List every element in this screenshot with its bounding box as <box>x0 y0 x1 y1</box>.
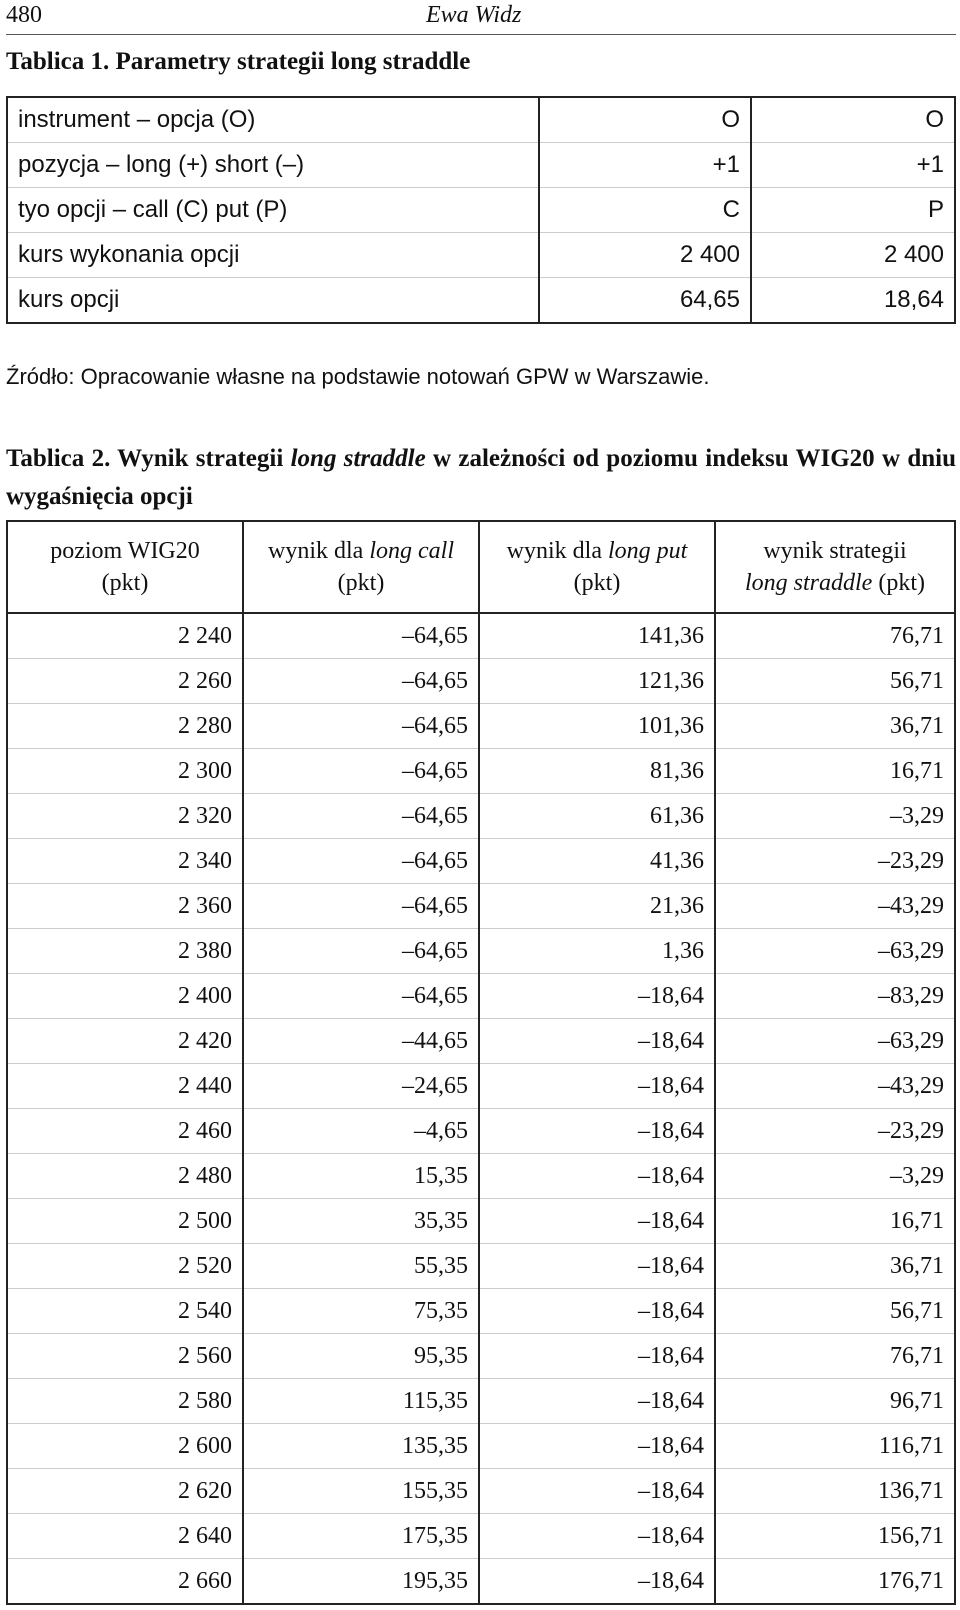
table1-row <box>7 278 955 324</box>
table2-cell-long-call: –64,65 <box>243 749 479 794</box>
table2-cell-long-call: –24,65 <box>243 1064 479 1109</box>
table2-cell-straddle: –43,29 <box>715 884 955 929</box>
header-col4-line1: wynik strategii <box>763 538 907 564</box>
table2-cell-wig20-level: 2 240 <box>7 613 243 659</box>
table2-cell-straddle: 36,71 <box>715 1244 955 1289</box>
table2-cell-long-put: 81,36 <box>479 749 715 794</box>
table2-cell-wig20-level: 2 420 <box>7 1019 243 1064</box>
header-col3-line2: (pkt) <box>573 570 621 596</box>
table1-cell-v1: 2 400 <box>539 233 751 278</box>
table2-cell-wig20-level: 2 660 <box>7 1559 243 1605</box>
table2-row <box>7 749 955 794</box>
table2-header-row <box>7 521 955 613</box>
header-col4-italic: long straddle <box>745 570 873 596</box>
table2-cell-wig20-level: 2 640 <box>7 1514 243 1559</box>
table2-cell-long-put: –18,64 <box>479 1334 715 1379</box>
page-number: 480 <box>6 2 42 28</box>
table2-row <box>7 1109 955 1154</box>
table2-cell-long-put: 121,36 <box>479 659 715 704</box>
table2-cell-long-call: 155,35 <box>243 1469 479 1514</box>
header-long-put-result <box>479 521 715 613</box>
table2-cell-long-put: –18,64 <box>479 1199 715 1244</box>
table1-cell-v1: +1 <box>539 143 751 188</box>
table1-caption: Tablica 1. Parametry strategii long straddle <box>6 48 471 75</box>
table2-row <box>7 1379 955 1424</box>
table2-cell-straddle: –3,29 <box>715 1154 955 1199</box>
header-straddle-result <box>715 521 955 613</box>
table2-cell-long-call: –64,65 <box>243 613 479 659</box>
table2-cell-wig20-level: 2 400 <box>7 974 243 1019</box>
table1-cell-v1: O <box>539 97 751 143</box>
table1-cell-v2: P <box>751 188 955 233</box>
table2-cell-straddle: 56,71 <box>715 659 955 704</box>
table2-cell-long-call: –44,65 <box>243 1019 479 1064</box>
table1-row <box>7 97 955 143</box>
header-col2-pre: wynik dla <box>268 538 370 564</box>
table2-cell-long-call: 115,35 <box>243 1379 479 1424</box>
table2-cell-straddle: 16,71 <box>715 749 955 794</box>
table2-cell-long-put: –18,64 <box>479 1289 715 1334</box>
table2-cell-long-call: –64,65 <box>243 974 479 1019</box>
table2-cell-long-put: 1,36 <box>479 929 715 974</box>
table2-cell-straddle: 36,71 <box>715 704 955 749</box>
author-name: Ewa Widz <box>426 2 522 28</box>
table2-cell-long-call: –64,65 <box>243 704 479 749</box>
table2-row <box>7 794 955 839</box>
table2-cell-wig20-level: 2 520 <box>7 1244 243 1289</box>
table2-row <box>7 974 955 1019</box>
header-col3-pre: wynik dla <box>506 538 608 564</box>
table2-cell-straddle: –63,29 <box>715 1019 955 1064</box>
table2-cell-wig20-level: 2 620 <box>7 1469 243 1514</box>
table2-row <box>7 704 955 749</box>
table2-cell-wig20-level: 2 440 <box>7 1064 243 1109</box>
table1-cell-v2: O <box>751 97 955 143</box>
table2-row <box>7 839 955 884</box>
table2-cell-straddle: 156,71 <box>715 1514 955 1559</box>
table2-cell-long-put: –18,64 <box>479 1154 715 1199</box>
table2-caption-prefix: Tablica 2. Wynik strategii <box>6 445 291 472</box>
table2-row <box>7 1469 955 1514</box>
table2-cell-wig20-level: 2 280 <box>7 704 243 749</box>
table2-cell-wig20-level: 2 340 <box>7 839 243 884</box>
table2-cell-wig20-level: 2 260 <box>7 659 243 704</box>
header-col4-post: (pkt) <box>872 570 925 596</box>
table2-cell-long-call: –64,65 <box>243 839 479 884</box>
table2-cell-long-call: –64,65 <box>243 929 479 974</box>
table2-cell-straddle: 56,71 <box>715 1289 955 1334</box>
table2-cell-long-call: 35,35 <box>243 1199 479 1244</box>
table2-cell-long-call: –64,65 <box>243 659 479 704</box>
table2-cell-long-put: 101,36 <box>479 704 715 749</box>
header-col2-line2: (pkt) <box>337 570 385 596</box>
table2-cell-long-put: –18,64 <box>479 1379 715 1424</box>
header-long-call-result <box>243 521 479 613</box>
table2-cell-long-put: 41,36 <box>479 839 715 884</box>
header-col3-italic: long put <box>607 538 688 564</box>
table2-row <box>7 1199 955 1244</box>
table2-caption-italic: long straddle <box>290 445 426 472</box>
table2-cell-long-call: –64,65 <box>243 794 479 839</box>
table2-cell-long-put: –18,64 <box>479 1019 715 1064</box>
table2-cell-straddle: 76,71 <box>715 1334 955 1379</box>
table1-cell-label: kurs opcji <box>7 278 539 324</box>
table2-cell-wig20-level: 2 460 <box>7 1109 243 1154</box>
table1-cell-label: kurs wykonania opcji <box>7 233 539 278</box>
table2-cell-long-put: 141,36 <box>479 613 715 659</box>
table2-cell-wig20-level: 2 360 <box>7 884 243 929</box>
table2-caption-suffix: w zależności od poziomu indeksu WIG20 w dniu wygaśnięcia opcji <box>6 445 957 510</box>
table2-row <box>7 613 955 659</box>
table2-cell-long-put: 61,36 <box>479 794 715 839</box>
table2-cell-straddle: 76,71 <box>715 613 955 659</box>
table2-cell-straddle: 116,71 <box>715 1424 955 1469</box>
table1-row <box>7 233 955 278</box>
table2-row <box>7 1514 955 1559</box>
header-wig20-level <box>7 521 243 613</box>
table2-cell-long-call: 95,35 <box>243 1334 479 1379</box>
header-col1-line1: poziom WIG20 <box>50 538 200 564</box>
table2-cell-long-put: –18,64 <box>479 1469 715 1514</box>
table2 <box>6 520 956 1605</box>
table2-row <box>7 1019 955 1064</box>
table2-cell-straddle: 16,71 <box>715 1199 955 1244</box>
table2-caption <box>6 440 956 516</box>
table1-cell-label: instrument – opcja (O) <box>7 97 539 143</box>
table1-cell-v2: +1 <box>751 143 955 188</box>
table2-cell-long-put: –18,64 <box>479 1514 715 1559</box>
table2-cell-wig20-level: 2 600 <box>7 1424 243 1469</box>
table1-row <box>7 143 955 188</box>
table1-cell-label: pozycja – long (+) short (–) <box>7 143 539 188</box>
table2-cell-straddle: –23,29 <box>715 839 955 884</box>
table2-cell-long-put: –18,64 <box>479 1559 715 1605</box>
table2-cell-wig20-level: 2 380 <box>7 929 243 974</box>
table2-cell-long-put: –18,64 <box>479 974 715 1019</box>
table2-cell-long-call: –64,65 <box>243 884 479 929</box>
table2-cell-long-put: –18,64 <box>479 1064 715 1109</box>
table2-row <box>7 1289 955 1334</box>
table2-row <box>7 929 955 974</box>
table1-cell-v1: 64,65 <box>539 278 751 324</box>
header-col2-italic: long call <box>369 538 454 564</box>
table2-cell-long-call: 75,35 <box>243 1289 479 1334</box>
table2-row <box>7 884 955 929</box>
table1-cell-v2: 18,64 <box>751 278 955 324</box>
table2-cell-straddle: –23,29 <box>715 1109 955 1154</box>
table2-cell-wig20-level: 2 560 <box>7 1334 243 1379</box>
table2-cell-long-call: 175,35 <box>243 1514 479 1559</box>
table1-source-note: Źródło: Opracowanie własne na podstawie notowań GPW w Warszawie. <box>6 364 710 389</box>
table2-cell-long-call: 195,35 <box>243 1559 479 1605</box>
table2-row <box>7 1154 955 1199</box>
table2-cell-wig20-level: 2 580 <box>7 1379 243 1424</box>
table2-row <box>7 1424 955 1469</box>
table2-cell-long-call: 15,35 <box>243 1154 479 1199</box>
table2-cell-long-put: –18,64 <box>479 1244 715 1289</box>
table2-cell-straddle: –3,29 <box>715 794 955 839</box>
table1 <box>6 96 956 324</box>
table2-cell-long-put: 21,36 <box>479 884 715 929</box>
table1-cell-v2: 2 400 <box>751 233 955 278</box>
table1-cell-label: tyo opcji – call (C) put (P) <box>7 188 539 233</box>
table2-cell-straddle: 96,71 <box>715 1379 955 1424</box>
table2-cell-straddle: –43,29 <box>715 1064 955 1109</box>
table2-row <box>7 1559 955 1605</box>
running-head <box>6 0 956 35</box>
table2-cell-wig20-level: 2 320 <box>7 794 243 839</box>
table2-row <box>7 659 955 704</box>
table2-cell-long-call: –4,65 <box>243 1109 479 1154</box>
table2-row <box>7 1064 955 1109</box>
table2-cell-wig20-level: 2 300 <box>7 749 243 794</box>
table2-cell-long-put: –18,64 <box>479 1109 715 1154</box>
table2-row <box>7 1334 955 1379</box>
table2-cell-straddle: 176,71 <box>715 1559 955 1605</box>
table2-cell-straddle: –63,29 <box>715 929 955 974</box>
table2-cell-wig20-level: 2 500 <box>7 1199 243 1244</box>
header-col1-line2: (pkt) <box>101 570 149 596</box>
table2-cell-straddle: 136,71 <box>715 1469 955 1514</box>
table2-cell-long-call: 55,35 <box>243 1244 479 1289</box>
table1-row <box>7 188 955 233</box>
table2-cell-wig20-level: 2 480 <box>7 1154 243 1199</box>
table2-cell-straddle: –83,29 <box>715 974 955 1019</box>
table2-cell-long-put: –18,64 <box>479 1424 715 1469</box>
table2-cell-long-call: 135,35 <box>243 1424 479 1469</box>
table1-cell-v1: C <box>539 188 751 233</box>
table2-row <box>7 1244 955 1289</box>
table2-cell-wig20-level: 2 540 <box>7 1289 243 1334</box>
